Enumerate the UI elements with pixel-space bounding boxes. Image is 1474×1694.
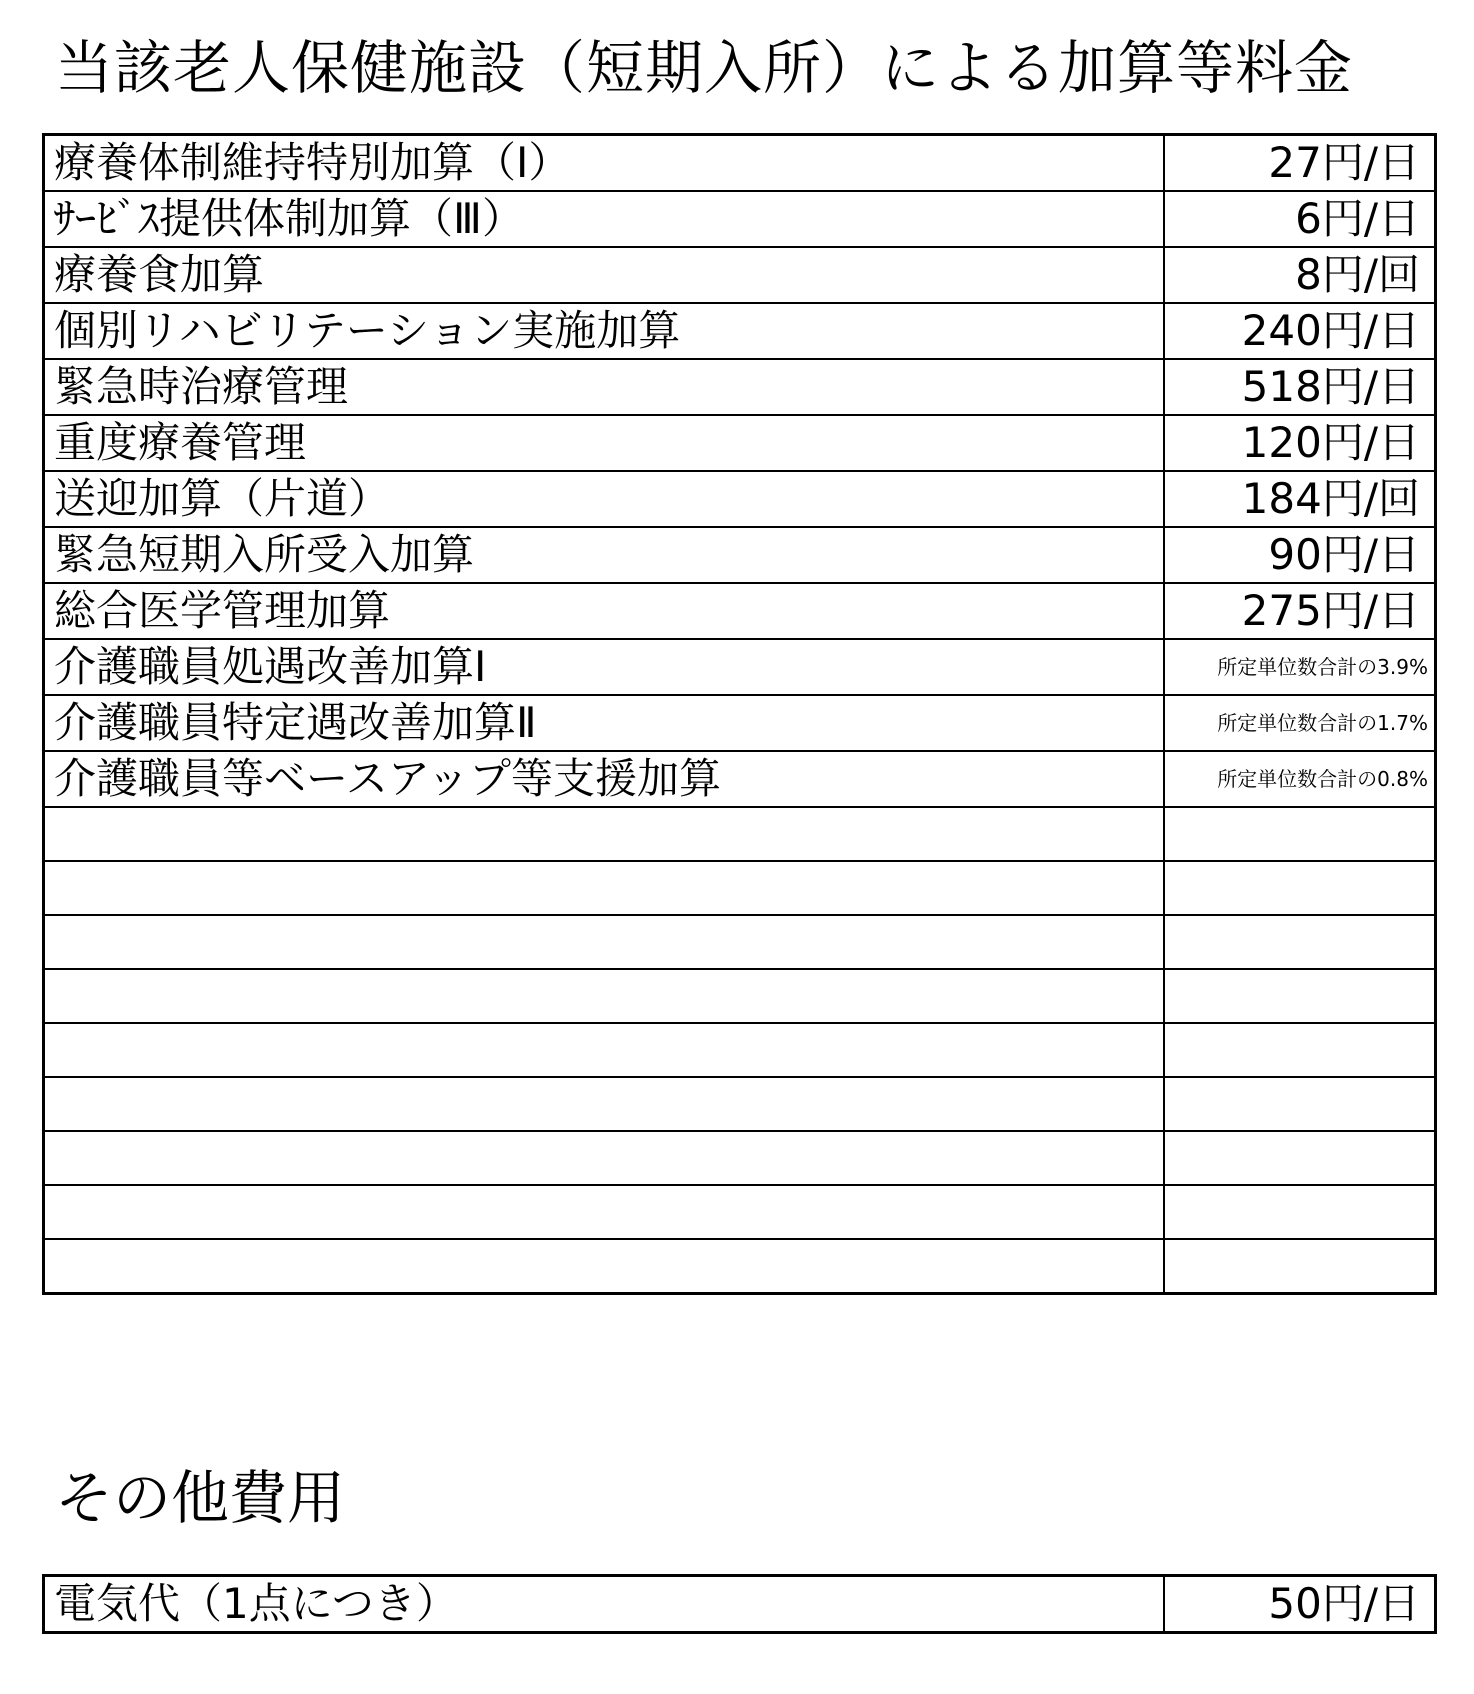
fee-row — [44, 807, 1436, 861]
fee-item-value — [1164, 1185, 1436, 1239]
fee-row — [44, 969, 1436, 1023]
fee-row — [44, 639, 1436, 695]
fee-item-label: 介護職員処遇改善加算Ⅰ — [44, 639, 1164, 695]
fee-item-value — [1164, 1239, 1436, 1293]
page-title: 当該老人保健施設（短期入所）による加算等料金 — [55, 34, 1354, 102]
fee-item-value: 6円/日 — [1164, 191, 1436, 247]
fee-row — [44, 583, 1436, 639]
other-fees-table — [42, 1574, 1437, 1634]
additional-fees-table — [42, 133, 1437, 1295]
additional-fees-body — [44, 135, 1436, 1294]
fee-item-label: 介護職員等ベースアップ等支援加算 — [44, 751, 1164, 807]
fee-item-label — [44, 861, 1164, 915]
fee-row — [44, 471, 1436, 527]
fee-row — [44, 1077, 1436, 1131]
fee-item-label: 重度療養管理 — [44, 415, 1164, 471]
fee-item-label: ｻｰﾋﾞｽ提供体制加算（Ⅲ） — [44, 191, 1164, 247]
fee-item-value — [1164, 969, 1436, 1023]
fee-item-value: 所定単位数合計の3.9% — [1164, 639, 1436, 695]
fee-item-value: 所定単位数合計の0.8% — [1164, 751, 1436, 807]
fee-row — [44, 303, 1436, 359]
fee-item-label — [44, 807, 1164, 861]
fee-item-label — [44, 1185, 1164, 1239]
fee-row — [44, 135, 1436, 192]
fee-row — [44, 915, 1436, 969]
fee-item-value: 275円/日 — [1164, 583, 1436, 639]
fee-item-value: 50円/日 — [1164, 1576, 1436, 1633]
fee-item-value: 120円/日 — [1164, 415, 1436, 471]
fee-row — [44, 695, 1436, 751]
fee-item-value — [1164, 807, 1436, 861]
fee-item-label — [44, 1077, 1164, 1131]
fee-item-label: 電気代（1点につき） — [44, 1576, 1164, 1633]
fee-item-value — [1164, 915, 1436, 969]
fee-row — [44, 527, 1436, 583]
fee-item-label: 総合医学管理加算 — [44, 583, 1164, 639]
fee-row — [44, 1185, 1436, 1239]
fee-row — [44, 191, 1436, 247]
fee-row — [44, 247, 1436, 303]
fee-row — [44, 359, 1436, 415]
fee-item-value — [1164, 861, 1436, 915]
fee-item-label: 緊急短期入所受入加算 — [44, 527, 1164, 583]
fee-item-label: 療養食加算 — [44, 247, 1164, 303]
other-fees-body — [44, 1576, 1436, 1633]
fee-item-label — [44, 915, 1164, 969]
fee-item-label: 療養体制維持特別加算（Ⅰ） — [44, 135, 1164, 192]
fee-item-value: 240円/日 — [1164, 303, 1436, 359]
fee-item-label: 緊急時治療管理 — [44, 359, 1164, 415]
other-fee-row — [44, 1576, 1436, 1633]
fee-row — [44, 861, 1436, 915]
fee-row — [44, 1131, 1436, 1185]
fee-row — [44, 751, 1436, 807]
fee-item-label — [44, 1239, 1164, 1293]
fee-item-value — [1164, 1131, 1436, 1185]
fee-row — [44, 415, 1436, 471]
fee-item-value: 184円/回 — [1164, 471, 1436, 527]
fee-item-value: 所定単位数合計の1.7% — [1164, 695, 1436, 751]
fee-row — [44, 1239, 1436, 1293]
fee-item-label — [44, 969, 1164, 1023]
fee-item-value — [1164, 1023, 1436, 1077]
fee-item-value — [1164, 1077, 1436, 1131]
fee-item-value: 27円/日 — [1164, 135, 1436, 192]
fee-item-label: 送迎加算（片道） — [44, 471, 1164, 527]
fee-item-label: 個別リハビリテーション実施加算 — [44, 303, 1164, 359]
fee-item-label — [44, 1023, 1164, 1077]
fee-item-value: 90円/日 — [1164, 527, 1436, 583]
fee-item-label — [44, 1131, 1164, 1185]
fee-item-value: 8円/回 — [1164, 247, 1436, 303]
other-fees-title: その他費用 — [55, 1464, 346, 1532]
fee-item-value: 518円/日 — [1164, 359, 1436, 415]
fee-item-label: 介護職員特定遇改善加算Ⅱ — [44, 695, 1164, 751]
fee-row — [44, 1023, 1436, 1077]
